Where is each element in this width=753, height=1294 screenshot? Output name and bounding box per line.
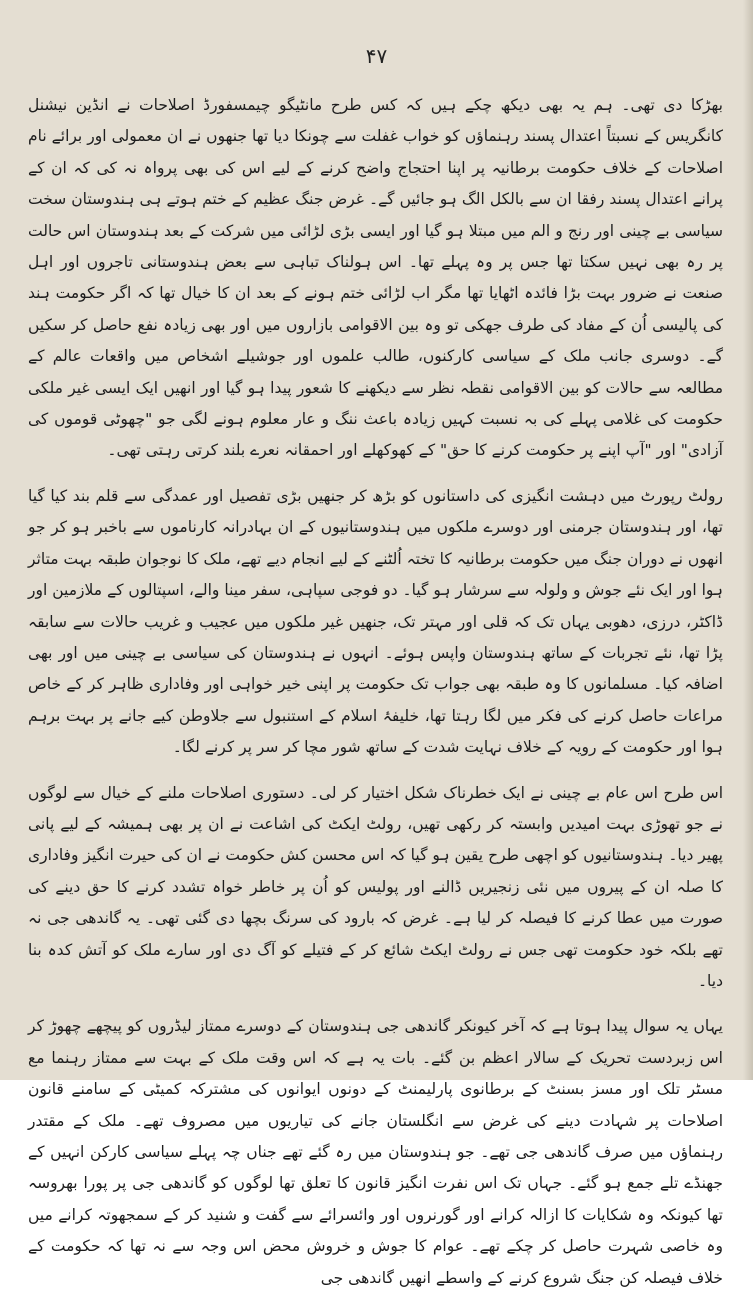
paragraph-3: اس طرح اس عام بے چینی نے ایک خطرناک شکل اختیار کر لی۔ دستوری اصلاحات ملنے کے خیال سے لوگوں نے جو تھوڑی بہت امیدیں وابستہ کر رکھی تھیں، رولٹ ایکٹ کی اشاعت نے ان پر بھی ہمیشہ کے لیے پانی پھیر دیا۔ ہندوستانیوں کو اچھی طرح یقین ہو گیا کہ اس محسن کش حکومت نے ان کی حیرت انگیز وفاداری کا صلہ ان کے پیروں میں نئی زنجیریں ڈالنے اور پولیس کو اُن پر خاطر خواہ تشدد کرنے کا حق دینے کی صورت میں عطا کرنے کا فیصلہ کر لیا ہے۔ غرض کہ بارود کی سرنگ بچھا دی گئی تھی۔ یہ گاندھی جی نہ تھے بلکہ خود حکومت تھی جس نے رولٹ ایکٹ شائع کر کے فتیلے کو آگ دی اور سارے ملک کو آتش کدہ بنا دیا۔ — [28, 783, 723, 990]
paragraph-4: یہاں یہ سوال پیدا ہوتا ہے کہ آخر کیونکر گاندھی جی ہندوستان کے دوسرے ممتاز لیڈروں کو پیچھے چھوڑ کر اس زبردست تحریک کے سالار اعظم بن گئے۔ بات یہ ہے کہ اس وقت ملک کے بہت سے ممتاز رہنما مع مسٹر تلک اور مسز بسنٹ کے برطانوی پارلیمنٹ کے دونوں ایوانوں کی مشترکہ کمیٹی کے سامنے قانون اصلاحات پر شہادت دینے کی غرض سے انگلستان جانے کی تیاریوں میں مصروف تھے۔ ملک کے مقتدر رہنماؤں میں صرف گاندھی جی تھے۔ جو ہندوستان میں رہ گئے تھے جناں چہ پہلے سیاسی کارکن انہیں کے جھنڈے تلے جمع ہو گئے۔ جہاں تک اس نفرت انگیز قانون کا تعلق تھا لوگوں کو گاندھی جی پر پورا بھروسہ تھا کیونکہ وہ شکایات کا ازالہ کرانے اور گورنروں اور وائسرائے سے گفت و شنید کر کے سمجھوتہ کرانے میں وہ خاصی شہرت حاصل کر چکے تھے۔ عوام کا جوش و خروش محض اس وجہ سے نہ تھا کہ حکومت کے خلاف فیصلہ کن جنگ شروع کرنے کے واسطے انھیں گاندھی جی — [28, 1017, 723, 1287]
paragraph-gap — [28, 764, 723, 778]
paragraph-2: رولٹ رپورٹ میں دہشت انگیزی کی داستانوں کو بڑھ کر جنھیں بڑی تفصیل اور عمدگی سے قلم بند کیا گیا تھا، اور ہندوستان جرمنی اور دوسرے ملکوں میں ہندوستانیوں کے ان بہادرانہ کارناموں سے باخبر ہو کر جو انھوں نے دوران جنگ میں حکومت برطانیہ کا تختہ اُلٹنے کے لیے انجام دیے تھے، ملک کا نوجوان طبقہ بہت متاثر ہوا اور ایک نئے جوش و ولولہ سے سرشار ہو گیا۔ دو فوجی سپاہی، سفر مینا والے، اسپتالوں کے ملازمین اور ڈاکٹر، درزی، دھوبی یہاں تک کہ قلی اور مہتر تک، جنھیں غیر ملکوں میں عجیب و غریب حالات سے سابقہ پڑا تھا، نئے تجربات کے ساتھ ہندوستان واپس ہوئے۔ انہوں نے ہندوستان کی سیاسی بے چینی میں اور بھی اضافہ کیا۔ مسلمانوں کا وہ طبقہ بھی جواب تک حکومت پر اپنی خیر خواہی اور وفاداری ظاہر کر کے خاص مراعات حاصل کرنے کی فکر میں لگا رہتا تھا، خلیفۂ اسلام کے استنبول سے جلاوطن کیے جانے پر بہت برہم ہوا اور حکومت کے رویہ کے خلاف نہایت شدت کے ساتھ شور مچا کر سر پر کرنے لگا۔ — [28, 486, 723, 757]
page-edge-shadow — [743, 0, 753, 1080]
paragraph-1: بھڑکا دی تھی۔ ہم یہ بھی دیکھ چکے ہیں کہ کس طرح مانٹیگو چیمسفورڈ اصلاحات نے انڈین نیشنل کانگریس کے نسبتاً اعتدال پسند رہنماؤں کو خواب غفلت سے چونکا دیا تھا جنھوں نے ان معمولی اور برائے نام اصلاحات کے خلاف حکومت برطانیہ پر اپنا احتجاج واضح کرنے کے لیے اس کی بھی پرواہ نہ کی کہ ان کے پرانے اعتدال پسند رفقا ان سے بالکل الگ ہو جائیں گے۔ غرض جنگ عظیم کے ختم ہوتے ہی ہندوستان سخت سیاسی بے چینی اور رنج و الم میں مبتلا ہو گیا اور ایسی بڑی لڑائی میں شرکت کے بعد ہندوستان اس حالت پر رہ بھی نہیں سکتا تھا جس پر وہ پہلے تھا۔ اس ہولناک تباہی سے بعض ہندوستانی تاجروں اور اہل صنعت نے ضرور بہت بڑا فائدہ اٹھایا تھا مگر اب لڑائی ختم ہونے کے بعد ان کا خیال تھا کہ اگر حکومت ہند کی پالیسی اُن کے مفاد کی طرف جھکی تو وہ بین الاقوامی بازاروں میں اور بھی زیادہ نفع حاصل کر سکیں گے۔ دوسری جانب ملک کے سیاسی کارکنوں، طالب علموں اور جوشیلے اشخاص میں واقعات عالم کے مطالعہ سے حالات کو بین الاقوامی نقطہ نظر سے دیکھنے کا شعور پیدا ہو گیا اور انھیں ایک ایسی غیر ملکی حکومت کی غلامی پہلے کی بہ نسبت کہیں زیادہ باعث ننگ و عار معلوم ہونے لگی جو "چھوٹی قوموں کی آزادی" اور "آپ اپنے پر حکومت کرنے کا حق" کے کھوکھلے اور احمقانہ نعرے بلند کرتی رہتی تھی۔ — [28, 96, 723, 460]
paragraph-gap — [28, 467, 723, 481]
paragraph-gap — [28, 997, 723, 1011]
body-text — [28, 90, 723, 1294]
page-number: ۴۷ — [365, 44, 388, 68]
